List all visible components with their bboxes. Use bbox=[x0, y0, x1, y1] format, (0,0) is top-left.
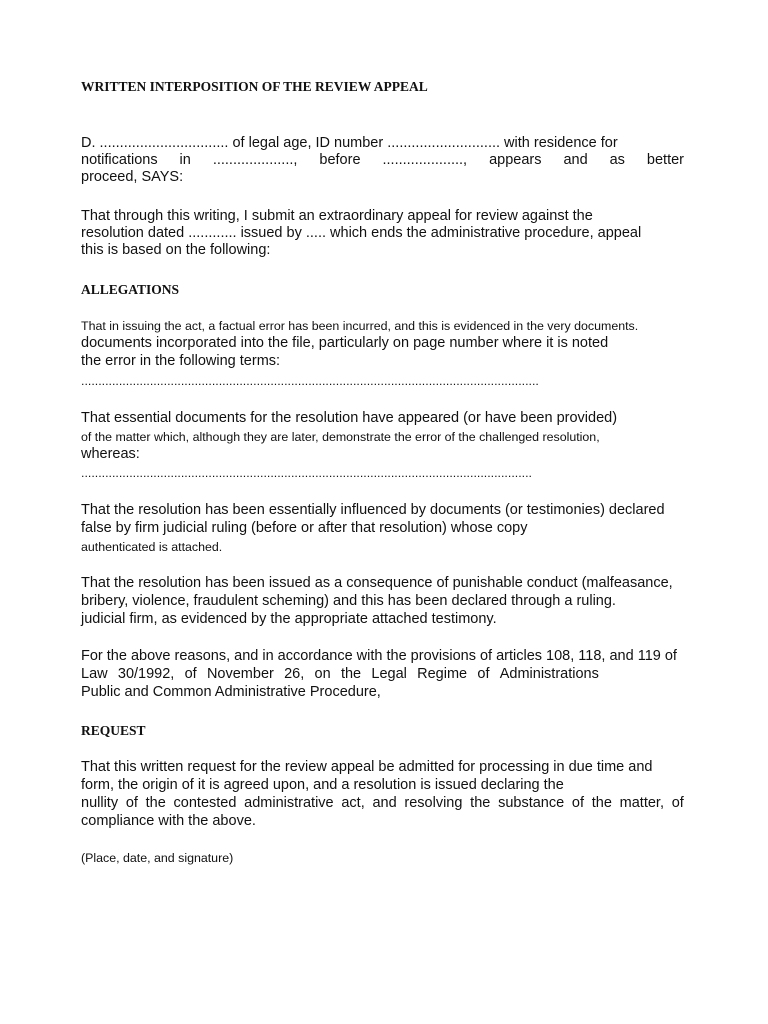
word: of bbox=[477, 666, 490, 682]
word: Administrations bbox=[499, 666, 599, 682]
word: in bbox=[179, 152, 191, 168]
word: nullity bbox=[81, 795, 119, 811]
allegation4-line-2: bribery, violence, fraudulent scheming) and this has been declared through a ruling. bbox=[81, 593, 616, 609]
word: Legal bbox=[371, 666, 407, 682]
word: notifications bbox=[81, 152, 158, 168]
word: better bbox=[646, 152, 684, 168]
word: the bbox=[145, 795, 166, 811]
allegation1-dotted-line: ..................................................................................................................................... bbox=[81, 374, 539, 388]
allegation2-line-2: of the matter which, although they are later, demonstrate the error of the challenged resolution, bbox=[81, 430, 600, 444]
word: matter, bbox=[619, 795, 664, 811]
word: of bbox=[125, 795, 138, 811]
request-heading: REQUEST bbox=[81, 723, 146, 738]
request-line-3 bbox=[81, 794, 684, 812]
reasons-line-2 bbox=[81, 665, 599, 683]
document-title: WRITTEN INTERPOSITION OF THE REVIEW APPEAL bbox=[81, 79, 428, 94]
para1-line-1: That through this writing, I submit an extraordinary appeal for review against the bbox=[81, 208, 593, 224]
word: of bbox=[184, 666, 197, 682]
word: Law bbox=[81, 666, 108, 682]
allegation4-line-1: That the resolution has been issued as a consequence of punishable conduct (malfeasance, bbox=[81, 575, 673, 591]
request-line-1: That this written request for the review appeal be admitted for processing in due time and bbox=[81, 759, 653, 775]
allegation1-line-3: the error in the following terms: bbox=[81, 353, 281, 369]
allegation3-line-2: false by firm judicial ruling (before or after that resolution) whose copy bbox=[81, 520, 528, 536]
allegation4-line-3: judicial firm, as evidenced by the appropriate attached testimony. bbox=[81, 611, 497, 627]
intro-line-2 bbox=[81, 151, 684, 169]
word: the bbox=[591, 795, 612, 811]
word: act, bbox=[341, 795, 365, 811]
allegation1-line-2: documents incorporated into the file, particularly on page number where it is noted bbox=[81, 335, 609, 351]
word: 30/1992, bbox=[117, 666, 175, 682]
word: administrative bbox=[244, 795, 334, 811]
word: on bbox=[314, 666, 331, 682]
intro-line-1: D. ................................ of legal age, ID number ............................ with residence for bbox=[81, 135, 618, 151]
word: the bbox=[340, 666, 362, 682]
word: substance bbox=[498, 795, 565, 811]
word: contested bbox=[173, 795, 237, 811]
allegation2-line-1: That essential documents for the resolution have appeared (or have been provided) bbox=[81, 410, 618, 426]
para1-line-2: resolution dated ............ issued by ..... which ends the administrative procedure, appeal bbox=[81, 225, 642, 241]
request-line-4: compliance with the above. bbox=[81, 813, 256, 829]
word: appears bbox=[489, 152, 542, 168]
word: as bbox=[609, 152, 625, 168]
word: the bbox=[470, 795, 491, 811]
word: ...................., bbox=[382, 152, 468, 168]
para1-line-3: this is based on the following: bbox=[81, 242, 271, 258]
word: 26, bbox=[284, 666, 305, 682]
word: before bbox=[319, 152, 361, 168]
allegation2-dotted-line: ................................................................................................................................... bbox=[81, 466, 532, 480]
request-line-2: form, the origin of it is agreed upon, and a resolution is issued declaring the bbox=[81, 777, 564, 793]
word: ...................., bbox=[212, 152, 298, 168]
allegation3-line-1: That the resolution has been essentially influenced by documents (or testimonies) declared bbox=[81, 502, 665, 518]
word: and bbox=[372, 795, 397, 811]
word: of bbox=[671, 795, 684, 811]
intro-line-3: proceed, SAYS: bbox=[81, 169, 184, 185]
word: November bbox=[206, 666, 274, 682]
word: and bbox=[563, 152, 588, 168]
allegations-heading: ALLEGATIONS bbox=[81, 282, 180, 297]
allegation3-line-3: authenticated is attached. bbox=[81, 540, 223, 554]
word: Regime bbox=[417, 666, 468, 682]
allegation1-line-1: That in issuing the act, a factual error has been incurred, and this is evidenced in the very documents. bbox=[81, 319, 639, 333]
signature-note: (Place, date, and signature) bbox=[81, 851, 234, 865]
reasons-line-3: Public and Common Administrative Procedure, bbox=[81, 684, 381, 700]
allegation2-line-3: whereas: bbox=[81, 446, 140, 462]
word: resolving bbox=[404, 795, 463, 811]
word: of bbox=[571, 795, 585, 811]
reasons-line-1: For the above reasons, and in accordance with the provisions of articles 108, 118, and 119 of bbox=[81, 648, 677, 664]
